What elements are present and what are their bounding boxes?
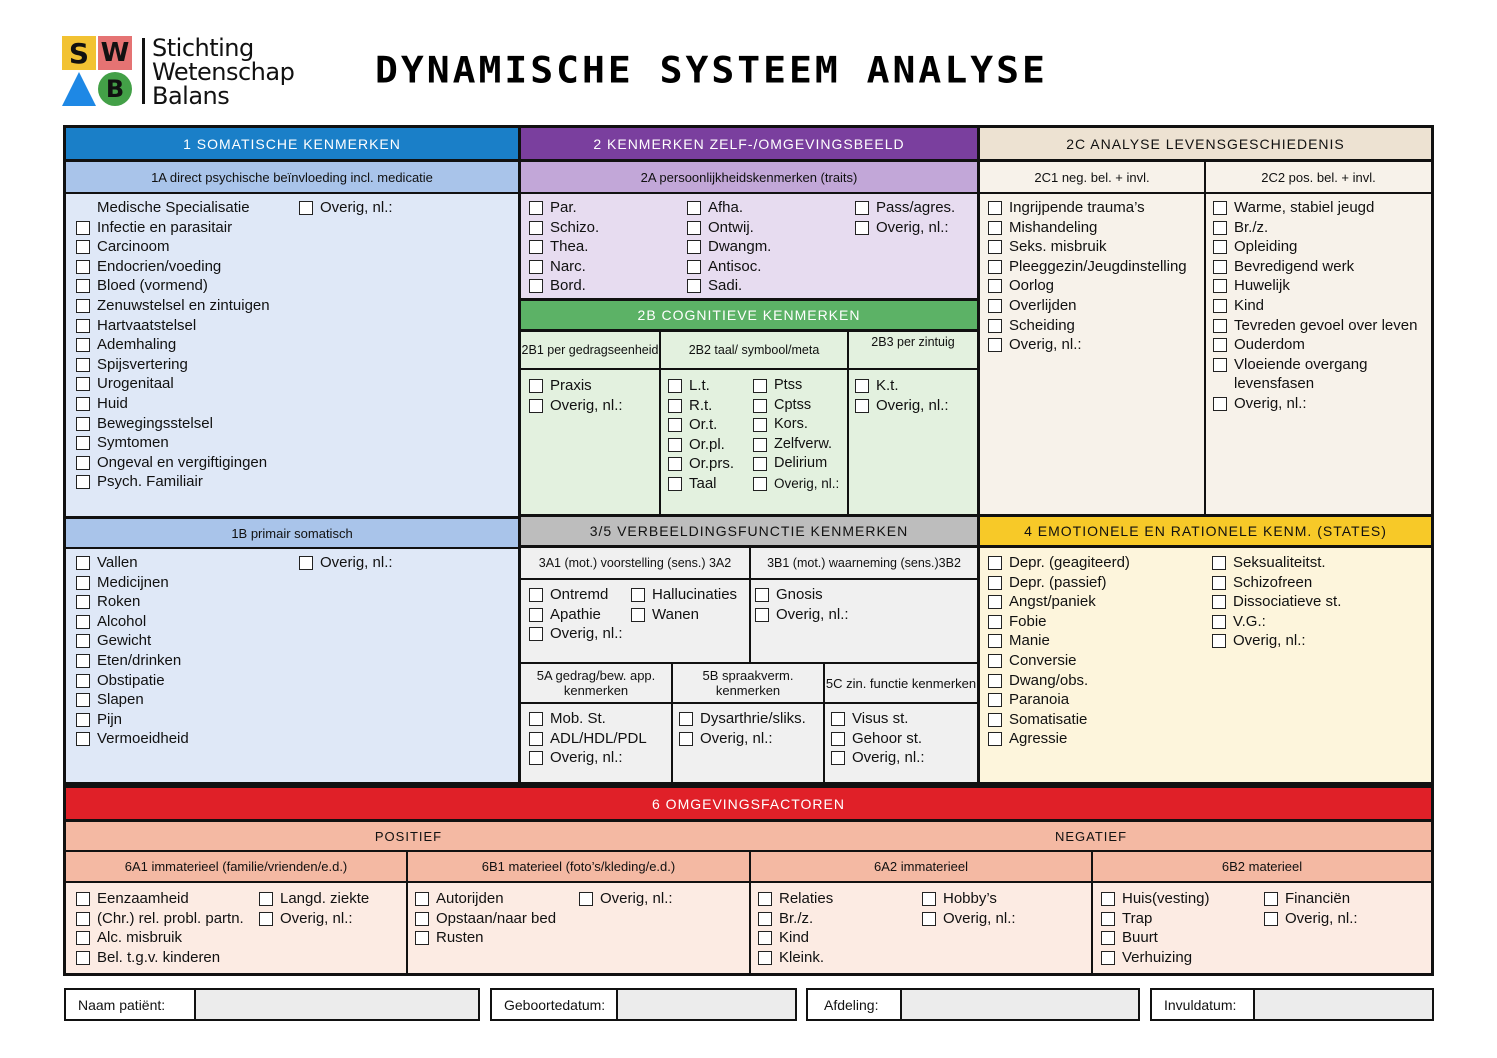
section-6b1-list-b [579,889,673,909]
section-6-negative: NEGATIEF [751,822,1431,852]
checkbox-item[interactable]: Gnosis [755,585,849,605]
checkbox-item[interactable]: Tevreden gevoel over leven [1213,316,1417,336]
checkbox-item[interactable]: Financiën [1264,889,1358,909]
checkbox-item[interactable]: Ontwij. [687,218,771,238]
section-2a-col-2 [687,198,771,296]
checkbox-item[interactable]: Angst/paniek [988,592,1130,612]
checkbox-item[interactable]: Bord. [529,276,599,296]
section-1b-title: 1B primair somatisch [66,519,518,549]
checkbox-item[interactable]: Dwang/obs. [988,671,1130,691]
checkbox-item[interactable]: Overig, nl.: [922,909,1016,929]
checkbox-item[interactable]: Alc. misbruik [76,928,244,948]
checkbox-item[interactable]: R.t. [668,396,734,416]
checkbox-item[interactable]: Pass/agres. [855,198,955,218]
checkbox-item[interactable]: Relaties [758,889,833,909]
department-field [806,988,1140,1021]
checkbox-item[interactable]: Spijsvertering [76,355,270,375]
section-2b2-list-b [753,376,839,494]
list-item: levensfasen [1234,375,1315,393]
section-2b1-title: 2B1 per gedragseenheid [521,332,659,370]
section-6a1-list-b [259,889,369,928]
checkbox-item[interactable]: Agressie [988,729,1130,749]
logo-mark [62,36,134,108]
divider [749,548,751,664]
checkbox-item[interactable]: Gehoor st. [831,729,925,749]
checkbox-item[interactable]: Kind [758,928,833,948]
checkbox-item[interactable]: Medicijnen [76,573,189,593]
checkbox-item[interactable]: Kors. [753,415,839,435]
section-2c2-list [1213,198,1417,414]
divider [847,332,849,514]
checkbox-item[interactable]: Huid [76,394,270,414]
checkbox-item[interactable]: Schizofreen [1212,573,1341,593]
checkbox-item[interactable]: Overig, nl.: [1264,909,1358,929]
section-3a-title: 3A1 (mot.) voorstelling (sens.) 3A2 [521,548,749,580]
logo-triangle [62,72,96,106]
section-2-self-image [518,125,980,517]
section-5a-list [529,709,647,768]
section-6a1-title: 6A1 immaterieel (familie/vrienden/e.d.) [66,852,406,883]
checkbox-item[interactable]: Bewegingsstelsel [76,414,270,434]
checkbox-item[interactable]: Gewicht [76,631,189,651]
checkbox-item[interactable]: Visus st. [831,709,925,729]
section-4-col-2 [1212,553,1341,651]
checkbox-item[interactable]: Apathie [529,605,623,625]
checkbox-item[interactable]: Vallen [76,553,189,573]
checkbox-item[interactable]: Symtomen [76,433,270,453]
checkbox-item[interactable]: Dissociatieve st. [1212,592,1341,612]
section-4-states [977,514,1434,785]
checkbox-item[interactable]: Taal [668,474,734,494]
section-2c-title: 2C ANALYSE LEVENSGESCHIEDENIS [980,128,1431,162]
checkbox-item[interactable]: Overig, nl.: [988,335,1187,355]
checkbox-item[interactable]: Dysarthrie/sliks. [679,709,806,729]
section-6-environment [63,785,1434,976]
checkbox-item[interactable]: Eenzaamheid [76,889,244,909]
checkbox-item[interactable]: Afha. [687,198,771,218]
section-1b-other [299,553,393,573]
checkbox-item[interactable]: Overig, nl.: [855,218,955,238]
section-5b-title: 5B spraakverm. kenmerken [673,664,823,704]
checkbox-item[interactable]: Narc. [529,257,599,277]
section-3a-list-b [631,585,737,624]
birthdate-label: Geboortedatum: [492,990,618,1019]
checkbox-item[interactable]: Huwelijk [1213,276,1417,296]
patient-name-label: Naam patiënt: [66,990,196,1019]
checkbox-item[interactable]: Cptss [753,396,839,416]
section-6b2-title: 6B2 materieel [1093,852,1431,883]
checkbox-item[interactable]: Opleiding [1213,237,1417,257]
section-6b1-list-a [415,889,556,948]
checkbox-item[interactable]: Trap [1101,909,1210,929]
checkbox-item[interactable]: Depr. (passief) [988,573,1130,593]
section-5b-list [679,709,806,748]
section-2c-life-history [977,125,1434,517]
section-3a-list-a [529,585,623,644]
checkbox-item[interactable]: Eten/drinken [76,651,189,671]
checkbox-item[interactable]: Kind [1213,296,1417,316]
checkbox-item[interactable]: L.t. [668,376,734,396]
birthdate-input[interactable] [618,990,795,1019]
logo-divider [142,38,145,104]
section-6a1-list-a [76,889,244,967]
section-3b-title: 3B1 (mot.) waarneming (sens.)3B2 [751,548,977,580]
checkbox-item[interactable]: Depr. (geagiteerd) [988,553,1130,573]
checkbox-item[interactable]: Overig, nl.: [259,909,369,929]
section-2b2-list-a [668,376,734,494]
checkbox-item[interactable]: Rusten [415,928,556,948]
section-6a2-title: 6A2 immaterieel [751,852,1091,883]
divider [749,852,751,973]
checkbox-item[interactable]: Vermoeidheid [76,729,189,749]
checkbox-item[interactable]: Opstaan/naar bed [415,909,556,929]
checkbox-item[interactable]: Hartvaatstelsel [76,316,270,336]
checkbox-item[interactable]: Vloeiende overgang [1213,355,1417,375]
checkbox-item[interactable]: Overig, nl.: [755,605,849,625]
section-2a-col-1 [529,198,599,296]
checkbox-item[interactable]: Bel. t.g.v. kinderen [76,948,244,968]
section-6b2-list-a [1101,889,1210,967]
section-2b2-title: 2B2 taal/ symbool/meta [661,332,847,370]
section-6b1-title: 6B1 materieel (foto’s/kleding/e.d.) [408,852,749,883]
department-input[interactable] [902,990,1138,1019]
checkbox-item[interactable]: Infectie en parasitair [76,218,270,238]
checkbox-item[interactable]: Seks. misbruik [988,237,1187,257]
checkbox-item[interactable]: Overig, nl.: [529,624,623,644]
checkbox-item[interactable]: Ademhaling [76,335,270,355]
checkbox-item[interactable]: Zenuwstelsel en zintuigen [76,296,270,316]
section-4-title: 4 EMOTIONELE EN RATIONELE KENM. (STATES) [980,517,1431,548]
section-3-5-imagination [518,514,980,785]
checkbox-item[interactable]: Par. [529,198,599,218]
checkbox-item[interactable]: Obstipatie [76,671,189,691]
checkbox-item[interactable]: Ingrijpende trauma’s [988,198,1187,218]
checkbox-item[interactable]: Overig, nl.: [855,396,949,416]
checkbox-item[interactable]: Overig, nl.: [529,396,623,416]
section-2b1-list [529,376,623,415]
checkbox-item[interactable]: Langd. ziekte [259,889,369,909]
checkbox-item[interactable]: Mob. St. [529,709,647,729]
section-2-title: 2 KENMERKEN ZELF-/OMGEVINGSBEELD [521,128,977,162]
checkbox-item[interactable]: Buurt [1101,928,1210,948]
checkbox-item[interactable]: Oorlog [988,276,1187,296]
section-5c-title: 5C zin. functie kenmerken [825,664,977,704]
checkbox-item[interactable]: Dwangm. [687,237,771,257]
checkbox-item[interactable]: Or.prs. [668,454,734,474]
checkbox-item[interactable]: Seksualiteitst. [1212,553,1341,573]
checkbox-item[interactable]: Thea. [529,237,599,257]
section-6a2-list-b [922,889,1016,928]
checkbox-item[interactable]: Or.pl. [668,435,734,455]
checkbox-item[interactable]: Conversie [988,651,1130,671]
section-2a-title: 2A persoonlijkheidskenmerken (traits) [521,162,977,194]
checkbox-item[interactable]: Warme, stabiel jeugd [1213,198,1417,218]
checkbox-item[interactable]: Schizo. [529,218,599,238]
logo [62,36,312,108]
section-2a-col-3 [855,198,955,237]
checkbox-item[interactable]: Wanen [631,605,737,625]
checkbox-item[interactable]: Roken [76,592,189,612]
section-3b-list [755,585,849,624]
checkbox-item[interactable]: V.G.: [1212,612,1341,632]
logo-letter-b: B [98,72,132,106]
checkbox-item[interactable]: Carcinoom [76,237,270,257]
section-1a-other [299,198,393,218]
section-5a-title: 5A gedrag/bew. app. kenmerken [521,664,671,704]
checkbox-item[interactable]: (Chr.) rel. probl. partn. [76,909,244,929]
checkbox-item[interactable]: Praxis [529,376,623,396]
checkbox-item[interactable]: Overlijden [988,296,1187,316]
divider [671,664,673,782]
checkbox-item[interactable]: Br./z. [1213,218,1417,238]
section-2c1-list [988,198,1187,355]
logo-line-3: Balans [152,82,230,110]
checkbox-item[interactable]: Ptss [753,376,839,396]
checkbox-item[interactable]: Alcohol [76,612,189,632]
divider [406,852,408,973]
logo-line-1: Stichting [152,34,254,62]
checkbox-item[interactable]: Fobie [988,612,1130,632]
checkbox-item[interactable]: ADL/HDL/PDL [529,729,647,749]
checkbox-item[interactable]: Overig, nl.: [529,748,647,768]
checkbox-item[interactable]: Pijn [76,710,189,730]
checkbox-item[interactable]: Pleeggezin/Jeugdinstelling [988,257,1187,277]
logo-line-2: Wetenschap [152,58,295,86]
department-label: Afdeling: [808,990,902,1019]
checkbox-item[interactable]: Overig, nl.: [1212,631,1341,651]
checkbox-item[interactable]: Overig, nl.: [1213,394,1417,414]
checkbox-item[interactable]: Verhuizing [1101,948,1210,968]
checkbox-item[interactable]: Overig, nl.: [579,889,673,909]
checkbox-item[interactable]: Endocrien/voeding [76,257,270,277]
checkbox-item[interactable]: Autorijden [415,889,556,909]
section-1-title: 1 SOMATISCHE KENMERKEN [66,128,518,162]
patient-name-input[interactable] [196,990,478,1019]
checkbox-item[interactable]: Overig, nl.: [679,729,806,749]
page-title: DYNAMISCHE SYSTEEM ANALYSE [375,49,1048,91]
logo-letter-w: W [98,36,132,70]
checkbox-item[interactable]: Or.t. [668,415,734,435]
list-item: Medische Specialisatie [97,199,250,216]
section-6-positive: POSITIEF [66,822,751,852]
section-2b3-list [855,376,949,415]
checkbox-item[interactable]: Psych. Familiair [76,472,270,492]
checkbox-item[interactable]: Br./z. [758,909,833,929]
divider [1204,162,1206,514]
checkbox-item[interactable]: Bevredigend werk [1213,257,1417,277]
checkbox-item[interactable]: Urogenitaal [76,374,270,394]
checkbox-item[interactable]: Hallucinaties [631,585,737,605]
logo-letter-s: S [62,36,96,70]
section-6a2-list-a [758,889,833,967]
checkbox-item[interactable]: Ontremd [529,585,623,605]
checkbox-item[interactable]: Kleink. [758,948,833,968]
section-6-title: 6 OMGEVINGSFACTOREN [66,788,1431,822]
checkbox-item[interactable]: Zelfverw. [753,435,839,455]
checkbox-item[interactable]: Huis(vesting) [1101,889,1210,909]
divider [823,664,825,782]
section-2b3-title: 2B3 per zintuig [849,332,977,370]
checkbox-item[interactable]: Paranoia [988,690,1130,710]
fill-date-input[interactable] [1255,990,1432,1019]
checkbox-item[interactable]: Overig, nl.: [299,553,393,573]
section-3-5-title: 3/5 VERBEELDINGSFUNCTIE KENMERKEN [521,517,977,548]
fill-date-field [1150,988,1434,1021]
checkbox-item[interactable]: Delirium [753,454,839,474]
checkbox-item[interactable]: Sadi. [687,276,771,296]
checkbox-item[interactable]: Scheiding [988,316,1187,336]
checkbox-item[interactable]: Overig, nl.: [831,748,925,768]
section-2c2-title: 2C2 pos. bel. + invl. [1206,162,1431,194]
section-6b2-list-b [1264,889,1358,928]
checkbox-item[interactable]: Ouderdom [1213,335,1417,355]
checkbox-item[interactable]: Mishandeling [988,218,1187,238]
section-1a-title: 1A direct psychische beïnvloeding incl. medicatie [66,162,518,194]
checkbox-item[interactable]: Bloed (vormend) [76,276,270,296]
section-5c-list [831,709,925,768]
fill-date-label: Invuldatum: [1152,990,1255,1019]
checkbox-item[interactable]: Overig, nl.: [753,474,839,494]
logo-text [152,36,294,108]
section-2c1-title: 2C1 neg. bel. + invl. [980,162,1204,194]
checkbox-item[interactable]: Ongeval en vergiftigingen [76,453,270,473]
checkbox-item[interactable]: K.t. [855,376,949,396]
patient-name-field [64,988,480,1021]
checkbox-item[interactable]: Slapen [76,690,189,710]
checkbox-item[interactable]: Somatisatie [988,710,1130,730]
section-2b-title: 2B COGNITIEVE KENMERKEN [521,301,977,332]
checkbox-item[interactable]: Overig, nl.: [299,198,393,218]
divider [1091,852,1093,973]
checkbox-item[interactable]: Hobby’s [922,889,1016,909]
section-1a-list [76,198,270,492]
birthdate-field [490,988,797,1021]
section-4-col-1 [988,553,1130,749]
checkbox-item[interactable]: Manie [988,631,1130,651]
section-1b-list [76,553,189,749]
divider [659,332,661,514]
checkbox-item[interactable]: Antisoc. [687,257,771,277]
section-1-somatic [63,125,521,785]
